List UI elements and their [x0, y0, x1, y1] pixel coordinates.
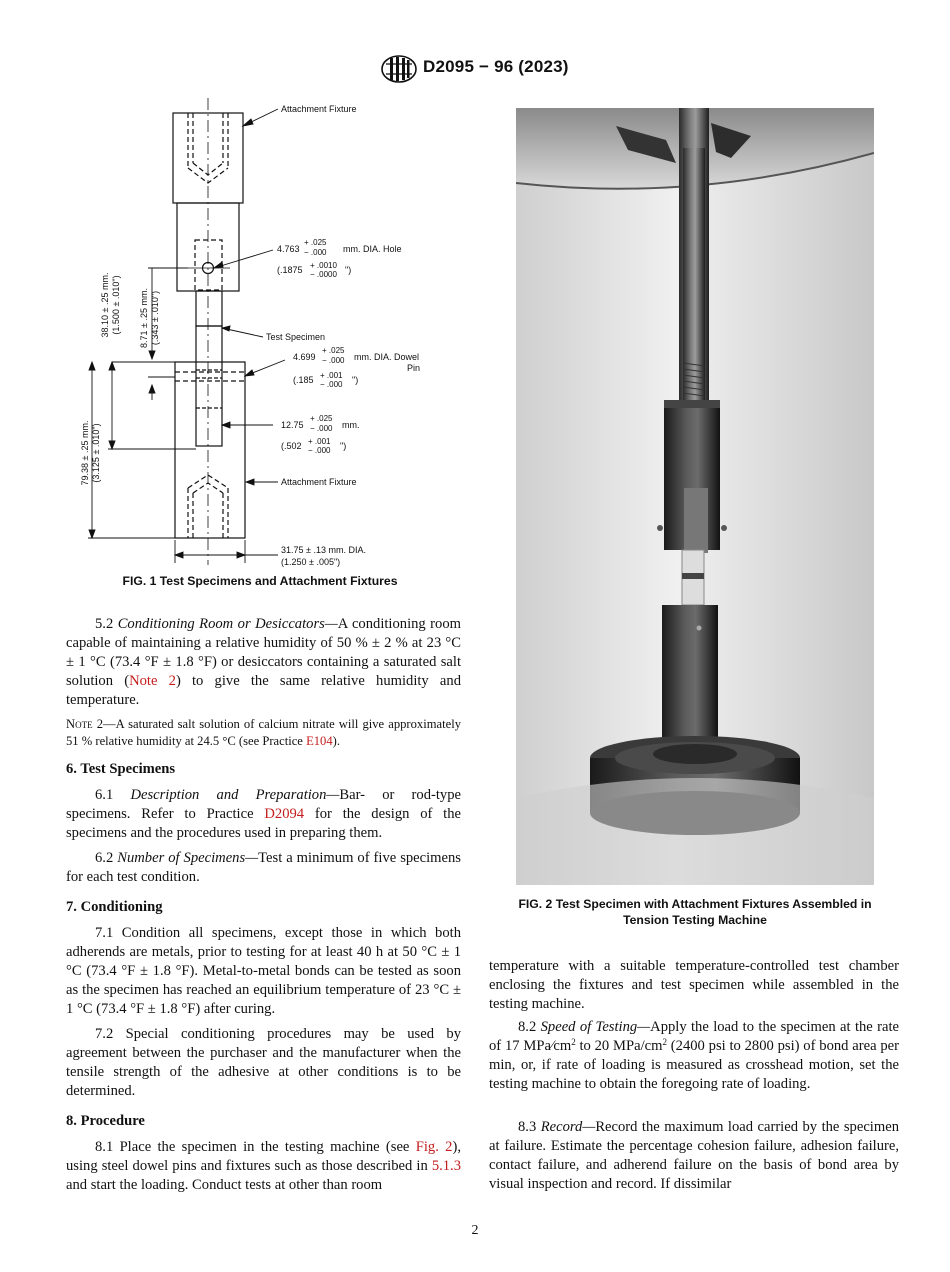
label-spec-main: 12.75: [281, 420, 304, 430]
label-dowel-pin: Pin: [407, 363, 421, 373]
section-6-2: [66, 849, 461, 887]
label-dowel-tol-plus: + .025: [322, 346, 345, 355]
label-dowel-inch-close: "): [352, 375, 359, 385]
superscript: 2: [571, 1037, 576, 1047]
section-5-1-3-link[interactable]: 5.1.3: [431, 1158, 461, 1174]
section-title: Speed of Testing—: [540, 1019, 651, 1035]
label-vdim-7938-in: (3.125 ± .010"): [91, 423, 101, 483]
section-text: 8.1 Place the specimen in the testing machine (see: [95, 1139, 416, 1155]
label-spec-tol-plus: + .025: [310, 414, 333, 423]
e104-link[interactable]: E104: [306, 734, 333, 748]
note-2: [66, 716, 461, 750]
section-8-2: [489, 1018, 899, 1094]
label-vdim-871-mm: 8.71 ± .25 mm.: [139, 288, 149, 348]
label-spec-desc: mm.: [342, 420, 360, 430]
label-dowel-main: 4.699: [293, 352, 316, 362]
page-header: [0, 55, 950, 85]
section-7-2: 7.2 Special conditioning procedures may be used by agreement between the purchaser and the manufacturer when the tensile strength of the adhesive at other conditions is to be determined.: [66, 1026, 461, 1099]
document-id: D2095 − 96 (2023): [423, 57, 569, 76]
label-hole-tol-plus: + .025: [304, 238, 327, 247]
astm-logo-icon: [381, 55, 417, 83]
figure-1-caption: FIG. 1 Test Specimens and Attachment Fixtures: [122, 574, 398, 588]
note-text: 2—A saturated salt solution of calcium nitrate will give approximately 51 % relative humidity at 24.5 °C (see Practice: [66, 717, 461, 748]
label-hole-desc: mm. DIA. Hole: [343, 244, 402, 254]
label-vdim-7938-mm: 79.38 ± .25 mm.: [80, 420, 90, 486]
label-dowel-tol-minus: − .000: [322, 356, 345, 365]
section-text: and start the loading. Conduct tests at other than room: [66, 1177, 383, 1193]
section-8-1: [66, 1138, 461, 1195]
d2094-link[interactable]: D2094: [264, 806, 305, 822]
label-hole-inch-close: "): [345, 265, 352, 275]
label-vdim-3810-mm: 38.10 ± .25 mm.: [100, 272, 110, 338]
page-number: 2: [471, 1223, 479, 1238]
section-text: Bar- or rod-type specimens. Refer to Practice: [66, 787, 461, 822]
section-title: Description and Preparation—: [130, 787, 340, 803]
note-2-link[interactable]: Note 2: [129, 673, 176, 689]
section-title: Conditioning Room or Desiccators—: [117, 616, 338, 632]
label-attachment-fixture-bottom: Attachment Fixture: [281, 477, 357, 487]
fig-2-link[interactable]: Fig. 2: [415, 1139, 453, 1155]
label-hole-inch-plus: + .0010: [310, 261, 337, 270]
label-dowel-inch-open: (.185: [293, 375, 314, 385]
superscript: 2: [662, 1037, 667, 1047]
label-spec-inch-minus: − .000: [308, 446, 331, 455]
section-text: Apply the load to the specimen at the rate of 17 MPa⁄cm: [489, 1019, 899, 1054]
figure-1-drawing: [60, 95, 480, 570]
heading-6: 6. Test Specimens: [66, 761, 176, 777]
section-8-3: [489, 1118, 899, 1194]
heading-8: 8. Procedure: [66, 1113, 145, 1129]
label-dia-in: (1.250 ± .005"): [281, 557, 341, 567]
label-attachment-fixture-top: Attachment Fixture: [281, 104, 357, 114]
label-spec-inch-close: "): [340, 441, 347, 451]
section-text: (2400 psi to 2800 psi) of bond area per min, or, if rate of loading is measured as crosshead motion, set the testing machine to obtain the foregoing rate of loading.: [489, 1038, 899, 1092]
label-vdim-3810-in: (1.500 ± .010"): [111, 275, 121, 335]
figure-2-caption-line: FIG. 2 Test Specimen with Attachment Fixtures Assembled in: [518, 897, 872, 911]
label-hole-inch-open: (.1875: [277, 265, 303, 275]
label-dia-mm: 31.75 ± .13 mm. DIA.: [281, 545, 366, 555]
section-number: 8.3: [518, 1119, 537, 1135]
section-number: 6.2: [95, 850, 114, 866]
section-text: Record the maximum load carried by the specimen at failure. Estimate the percentage cohesion failure, adhesion failure, contact failure, and adherend failure on the basis of bond area by visual inspection and record. If dissimilar: [489, 1119, 899, 1192]
label-spec-inch-plus: + .001: [308, 437, 331, 446]
figure-2-caption-line: Tension Testing Machine: [623, 913, 767, 927]
label-vdim-871-in: (.343 ± .010"): [150, 290, 160, 346]
section-text: ) to give the same relative humidity and temperature.: [66, 673, 461, 708]
label-hole-tol-minus: − .000: [304, 248, 327, 257]
label-spec-inch-open: (.502: [281, 441, 302, 451]
section-number: 6.1: [95, 787, 114, 803]
label-dowel-desc: mm. DIA. Dowel: [354, 352, 420, 362]
section-title: Number of Specimens—: [117, 850, 259, 866]
section-text: for the design of the specimens and the procedures used in preparing them.: [66, 806, 461, 841]
section-6-1: [66, 786, 461, 843]
note-label: Note: [66, 717, 93, 731]
section-number: 5.2: [95, 616, 114, 632]
figure-2-caption: [495, 896, 895, 928]
section-7-1: 7.1 Condition all specimens, except those in which both adherends are metals, prior to testing for at least 40 h at 50 °C ± 1 °C (73.4 °F ± 1.8 °F). Metal-to-metal bonds can be tested as soon as the specimen has reached an equilibrium temperature of 23 °C ± 1 °C (73.4 °F ± 1.8 °F) after curing.: [66, 925, 461, 1017]
section-text: ), using steel dowel pins and fixtures such as those described in: [66, 1139, 461, 1174]
label-test-specimen: Test Specimen: [266, 332, 326, 342]
label-dowel-inch-minus: − .000: [320, 380, 343, 389]
section-text: Test a minimum of five specimens for each test condition.: [66, 850, 461, 885]
section-number: 8.2: [518, 1019, 537, 1035]
note-text: ).: [332, 734, 340, 748]
section-text: to 20 MPa/cm: [575, 1038, 663, 1054]
label-hole-inch-minus: − .0000: [310, 270, 337, 279]
section-title: Record—: [540, 1119, 596, 1135]
section-5-2: [66, 615, 461, 710]
section-text: A conditioning room capable of maintaining a relative humidity of 50 % ± 2 % at 23 °C ± 1 °C (73.4 °F ± 1.8 °F) or desiccators containing a saturated salt solution (: [66, 616, 461, 689]
label-dowel-inch-plus: + .001: [320, 371, 343, 380]
section-8-1-continued: temperature with a suitable temperature-controlled test chamber enclosing the fixtures and test specimen while assembled in the testing machine.: [489, 958, 899, 1012]
label-hole-main: 4.763: [277, 244, 300, 254]
heading-7: 7. Conditioning: [66, 899, 163, 915]
fixture-diagram: [60, 95, 480, 570]
label-spec-tol-minus: − .000: [310, 424, 333, 433]
figure-2-photo: [516, 108, 874, 885]
